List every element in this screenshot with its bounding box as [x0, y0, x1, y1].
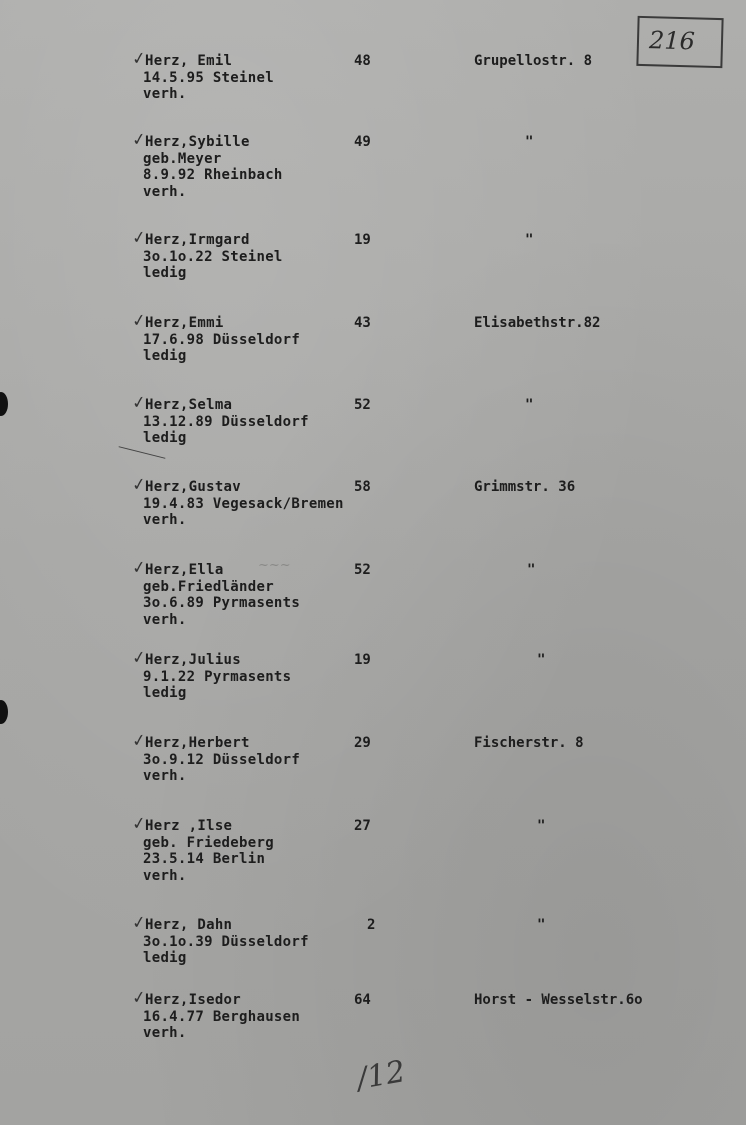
person-detail-line: verh.	[143, 512, 187, 528]
faint-pencil-annotation: ~~~	[258, 558, 291, 573]
person-detail-line: verh.	[143, 86, 187, 102]
person-age: 2	[367, 917, 376, 933]
person-age: 19	[354, 652, 371, 668]
person-detail-line: 16.4.77 Berghausen	[143, 1008, 301, 1025]
person-address: Elisabethstr.82	[474, 315, 601, 331]
person-detail-line: 23.5.14 Berlin	[143, 851, 266, 867]
person-details	[145, 479, 344, 529]
person-detail-line: 14.5.95 Steinel	[143, 69, 274, 86]
person-age: 48	[354, 53, 371, 69]
person-details	[145, 917, 309, 967]
check-mark-icon: ✓	[130, 557, 148, 579]
check-mark-icon: ✓	[130, 474, 148, 496]
person-name: Herz, Emil	[145, 53, 233, 69]
person-detail-line: geb.Friedländer	[143, 578, 274, 595]
person-address: "	[527, 562, 536, 578]
check-mark-icon: ✓	[130, 730, 148, 752]
person-detail-line: ledig	[143, 265, 187, 281]
person-name: Herz,Emmi	[145, 315, 224, 331]
person-details	[145, 562, 300, 628]
person-address: "	[537, 652, 546, 668]
person-details	[145, 397, 309, 447]
pencil-stroke	[119, 446, 166, 459]
person-name: Herz,Ella	[145, 562, 224, 578]
check-mark-icon: ✓	[130, 392, 148, 414]
person-details	[145, 134, 283, 200]
person-name: Herz,Gustav	[145, 479, 242, 495]
person-detail-line: 3o.1o.22 Steinel	[143, 248, 283, 265]
person-address: "	[537, 818, 546, 834]
person-details	[145, 315, 300, 365]
person-detail-line: verh.	[143, 183, 187, 200]
person-name: Herz,Julius	[145, 652, 242, 668]
person-details	[145, 992, 300, 1042]
person-details	[145, 818, 274, 884]
page-mark: /12	[354, 1054, 408, 1097]
person-address: Fischerstr. 8	[474, 735, 584, 751]
person-name: Herz ,Ilse	[145, 818, 233, 834]
person-address: "	[525, 232, 534, 248]
check-mark-icon: ✓	[130, 813, 148, 835]
person-detail-line: 8.9.92 Rheinbach	[143, 167, 283, 183]
person-detail-line: 3o.6.89 Pyrmasents	[143, 595, 301, 611]
person-detail-line: ledig	[143, 348, 187, 364]
person-details	[145, 652, 291, 702]
check-mark-icon: ✓	[130, 987, 148, 1009]
person-detail-line: 9.1.22 Pyrmasents	[143, 668, 292, 685]
person-age: 52	[354, 562, 371, 578]
person-age: 19	[354, 232, 371, 248]
person-name: Herz,Selma	[145, 397, 233, 413]
person-address: Grimmstr. 36	[474, 479, 576, 495]
check-mark-icon: ✓	[130, 48, 148, 70]
person-detail-line: verh.	[143, 768, 187, 784]
person-detail-line: geb. Friedeberg	[143, 834, 274, 851]
person-address: "	[525, 397, 534, 413]
check-mark-icon: ✓	[130, 227, 148, 249]
person-detail-line: ledig	[143, 950, 187, 966]
person-age: 52	[354, 397, 371, 413]
person-name: Herz, Dahn	[145, 917, 233, 933]
person-detail-line: 17.6.98 Düsseldorf	[143, 331, 301, 348]
person-name: Herz,Herbert	[145, 735, 250, 751]
person-detail-line: geb.Meyer	[143, 150, 222, 167]
person-detail-line: 13.12.89 Düsseldorf	[143, 413, 309, 430]
person-age: 29	[354, 735, 371, 751]
person-detail-line: ledig	[143, 685, 187, 701]
person-details	[145, 232, 283, 282]
check-mark-icon: ✓	[130, 310, 148, 332]
person-age: 43	[354, 315, 371, 331]
person-age: 58	[354, 479, 371, 495]
person-age: 27	[354, 818, 371, 834]
person-age: 64	[354, 992, 371, 1008]
person-detail-line: verh.	[143, 867, 187, 884]
person-detail-line: 19.4.83 Vegesack/Bremen	[143, 495, 344, 512]
person-age: 49	[354, 134, 371, 150]
check-mark-icon: ✓	[130, 912, 148, 934]
punch-hole	[0, 700, 8, 724]
punch-hole	[0, 392, 8, 416]
archive-number-stamp	[636, 16, 723, 68]
person-detail-line: ledig	[143, 430, 187, 446]
person-name: Herz,Sybille	[145, 134, 250, 150]
stamp-number: 216	[648, 26, 696, 56]
person-detail-line: verh.	[143, 1025, 187, 1041]
check-mark-icon: ✓	[130, 647, 148, 669]
person-detail-line: verh.	[143, 611, 187, 628]
person-address: Grupellostr. 8	[474, 53, 593, 69]
person-address: "	[537, 917, 546, 933]
person-name: Herz,Irmgard	[145, 232, 250, 248]
person-address: "	[525, 134, 534, 150]
person-details	[145, 735, 300, 785]
person-detail-line: 3o.1o.39 Düsseldorf	[143, 933, 309, 950]
person-name: Herz,Isedor	[145, 992, 242, 1008]
check-mark-icon: ✓	[130, 129, 148, 151]
person-address: Horst - Wesselstr.6o	[474, 992, 643, 1008]
person-details	[145, 53, 274, 103]
person-detail-line: 3o.9.12 Düsseldorf	[143, 751, 301, 768]
